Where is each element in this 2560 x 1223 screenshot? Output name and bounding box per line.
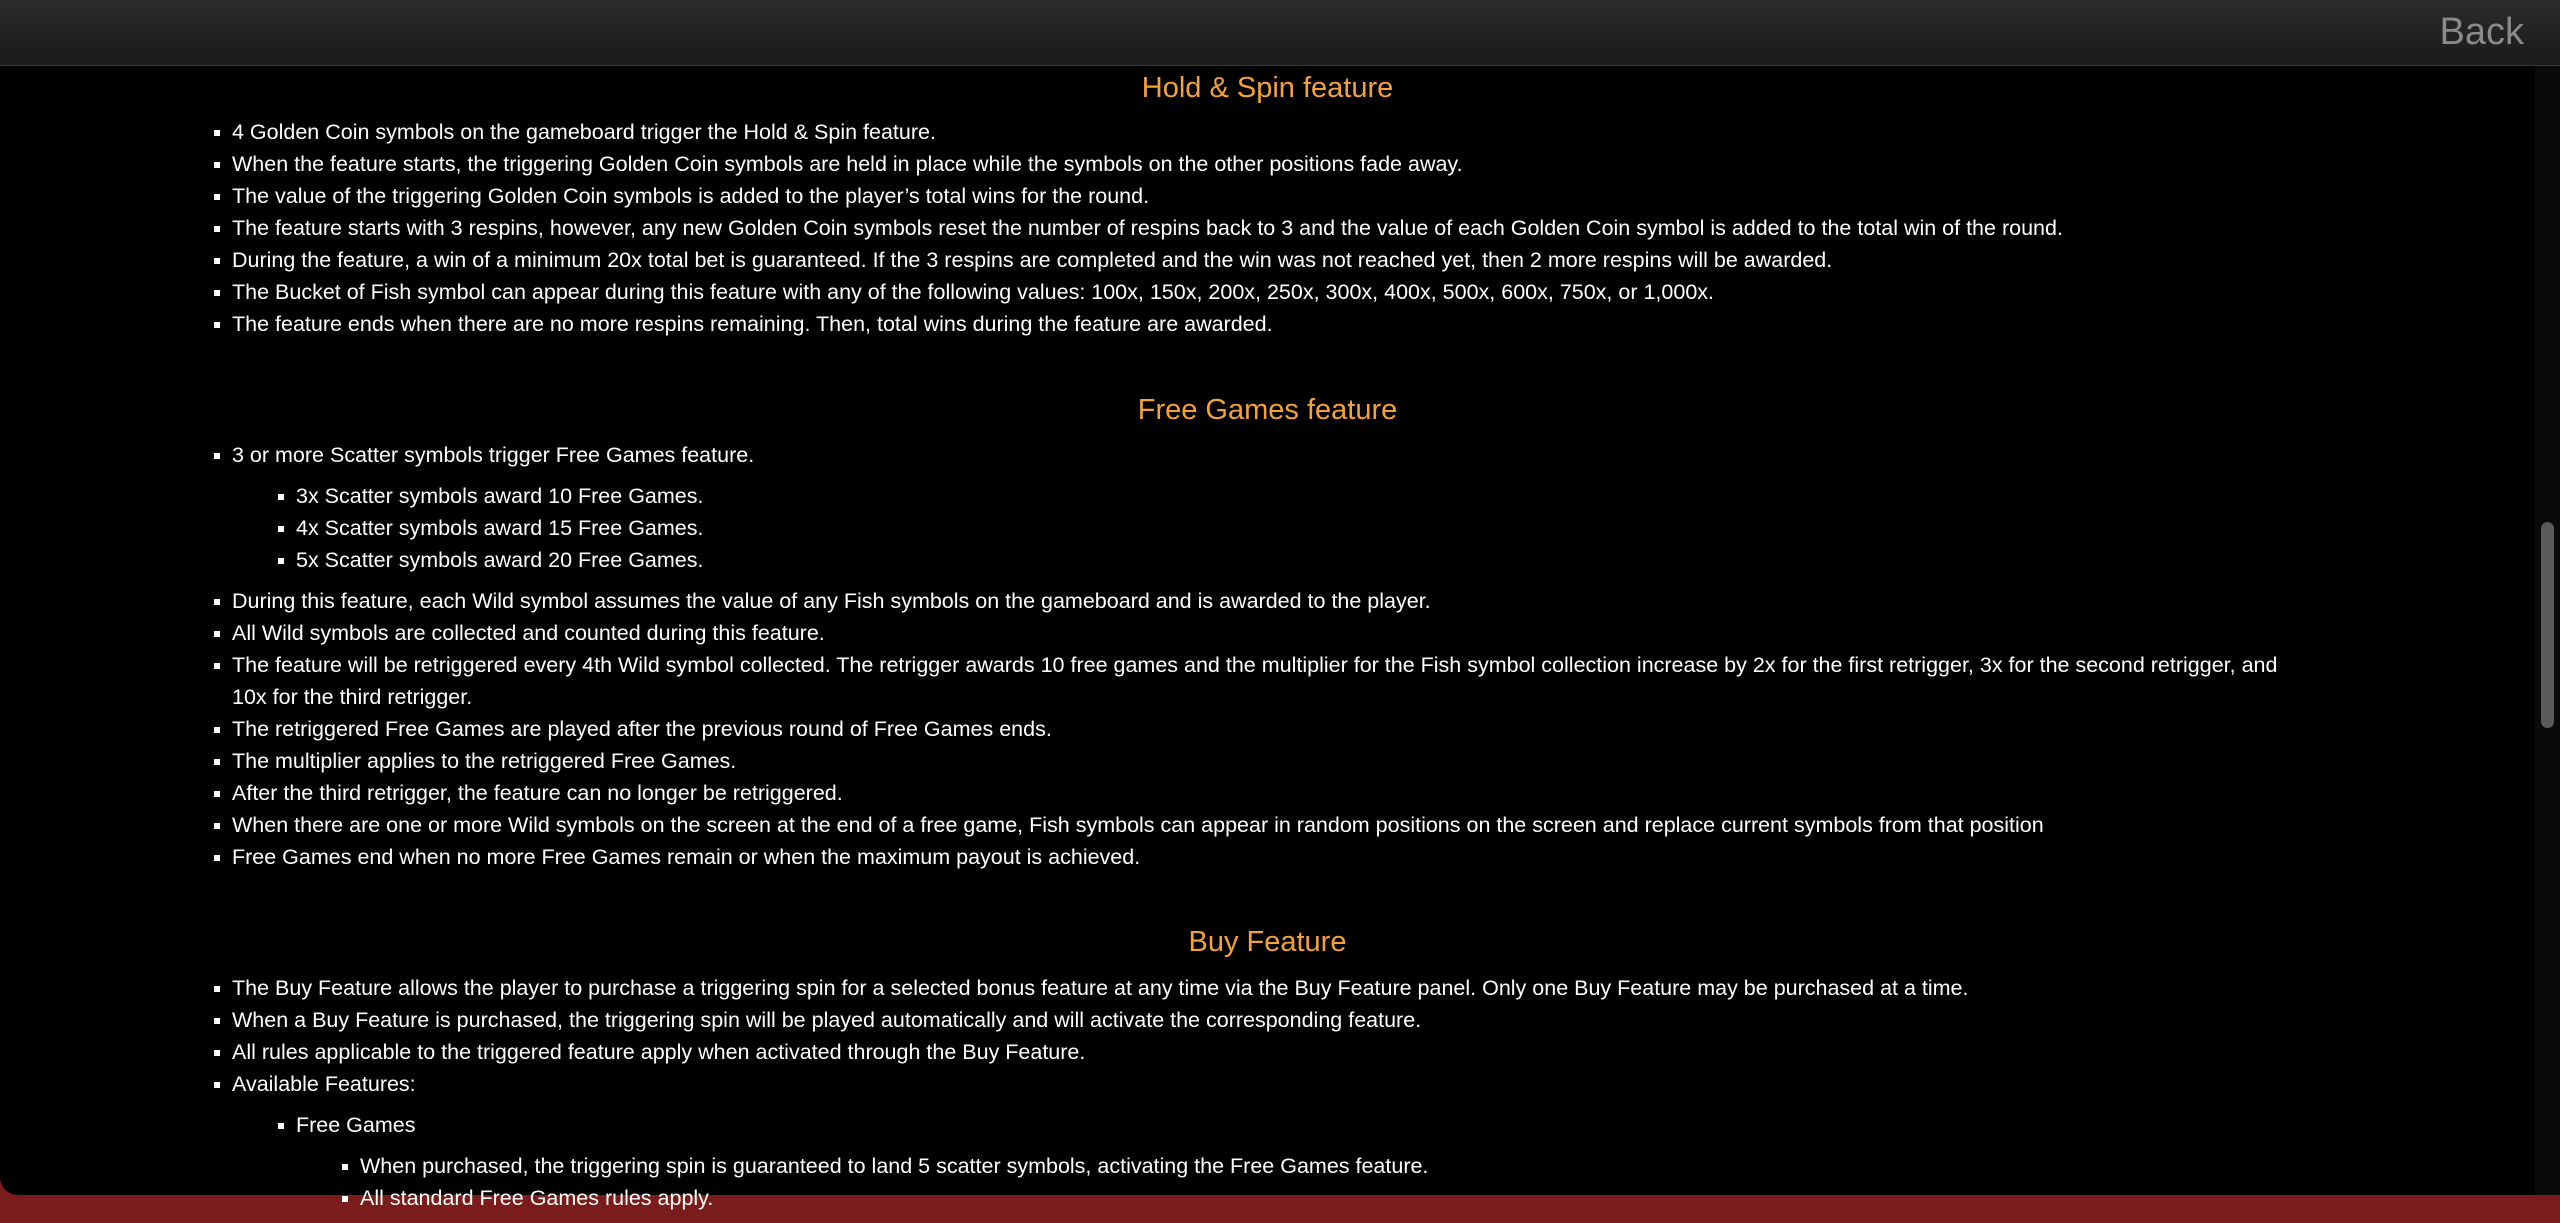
free-games-rules xyxy=(0,439,2535,873)
sub-list-item-text: Free Games xyxy=(296,1113,416,1137)
list-item: When the feature starts, the triggering Golden Coin symbols are held in place while the symbols on the other positions fade away. xyxy=(0,148,2535,180)
list-item: When there are one or more Wild symbols on the screen at the end of a free game, Fish symbols can appear in random positions on the screen and replace current symbols from that position xyxy=(0,809,2535,841)
list-item: During this feature, each Wild symbol assumes the value of any Fish symbols on the gameboard and is awarded to the player. xyxy=(0,585,2535,617)
sub-sub-list-item: All standard Free Games rules apply. xyxy=(296,1182,2305,1214)
scatter-award-list xyxy=(232,480,2305,576)
list-item: The multiplier applies to the retriggered Free Games. xyxy=(0,745,2535,777)
sub-list-item: 3x Scatter symbols award 10 Free Games. xyxy=(232,480,2305,512)
vertical-scrollbar[interactable] xyxy=(2535,66,2560,1195)
list-item: The value of the triggering Golden Coin symbols is added to the player’s total wins for the round. xyxy=(0,180,2535,212)
sub-list-item: 4x Scatter symbols award 15 Free Games. xyxy=(232,512,2305,544)
list-item: All rules applicable to the triggered feature apply when activated through the Buy Feature. xyxy=(0,1036,2535,1068)
list-item: After the third retrigger, the feature can no longer be retriggered. xyxy=(0,777,2535,809)
list-item: The feature starts with 3 respins, however, any new Golden Coin symbols reset the number of respins back to 3 and the value of each Golden Coin symbol is added to the total win of the round. xyxy=(0,212,2535,244)
list-item: The Buy Feature allows the player to purchase a triggering spin for a selected bonus feature at any time via the Buy Feature panel. Only one Buy Feature may be purchased at a time. xyxy=(0,972,2535,1004)
list-item: The feature ends when there are no more respins remaining. Then, total wins during the feature are awarded. xyxy=(0,308,2535,340)
hold-spin-rules xyxy=(0,116,2535,340)
free-games-buy-details xyxy=(296,1150,2305,1214)
list-item: The Bucket of Fish symbol can appear during this feature with any of the following values: 100x, 150x, 200x, 250x, 300x, 400x, 500x, 600x, 750x, or 1,000x. xyxy=(0,276,2535,308)
list-item xyxy=(0,439,2535,576)
list-item: During the feature, a win of a minimum 20x total bet is guaranteed. If the 3 respins are completed and the win was not reached yet, then 2 more respins will be awarded. xyxy=(0,244,2535,276)
list-item: All Wild symbols are collected and counted during this feature. xyxy=(0,617,2535,649)
sub-list-item xyxy=(232,1109,2305,1214)
list-item xyxy=(0,1068,2535,1214)
scrollbar-thumb[interactable] xyxy=(2541,522,2554,728)
list-item: Free Games end when no more Free Games remain or when the maximum payout is achieved. xyxy=(0,841,2535,873)
sub-sub-list-item: When purchased, the triggering spin is guaranteed to land 5 scatter symbols, activating the Free Games feature. xyxy=(296,1150,2305,1182)
list-item: When a Buy Feature is purchased, the triggering spin will be played automatically and will activate the corresponding feature. xyxy=(0,1004,2535,1036)
list-item: The feature will be retriggered every 4th Wild symbol collected. The retrigger awards 10 free games and the multiplier for the Fish symbol collection increase by 2x for the first retrigger, 3x for the second retrigger, and 10x for the third retrigger. xyxy=(0,649,2535,713)
list-item-text: 3 or more Scatter symbols trigger Free Games feature. xyxy=(232,443,755,467)
list-item-text: Available Features: xyxy=(232,1072,416,1096)
back-button[interactable]: Back xyxy=(2439,11,2524,53)
list-item: The retriggered Free Games are played after the previous round of Free Games ends. xyxy=(0,713,2535,745)
sub-list-item: 5x Scatter symbols award 20 Free Games. xyxy=(232,544,2305,576)
top-bar xyxy=(0,0,2560,66)
list-item: 4 Golden Coin symbols on the gameboard trigger the Hold & Spin feature. xyxy=(0,116,2535,148)
rules-content[interactable] xyxy=(0,66,2535,1210)
section-title-free-games: Free Games feature xyxy=(1137,394,1398,426)
section-title-hold-spin: Hold & Spin feature xyxy=(1141,72,1394,104)
section-title-buy-feature: Buy Feature xyxy=(1188,926,1347,958)
buy-feature-rules xyxy=(0,972,2535,1223)
available-features-list xyxy=(232,1109,2305,1214)
